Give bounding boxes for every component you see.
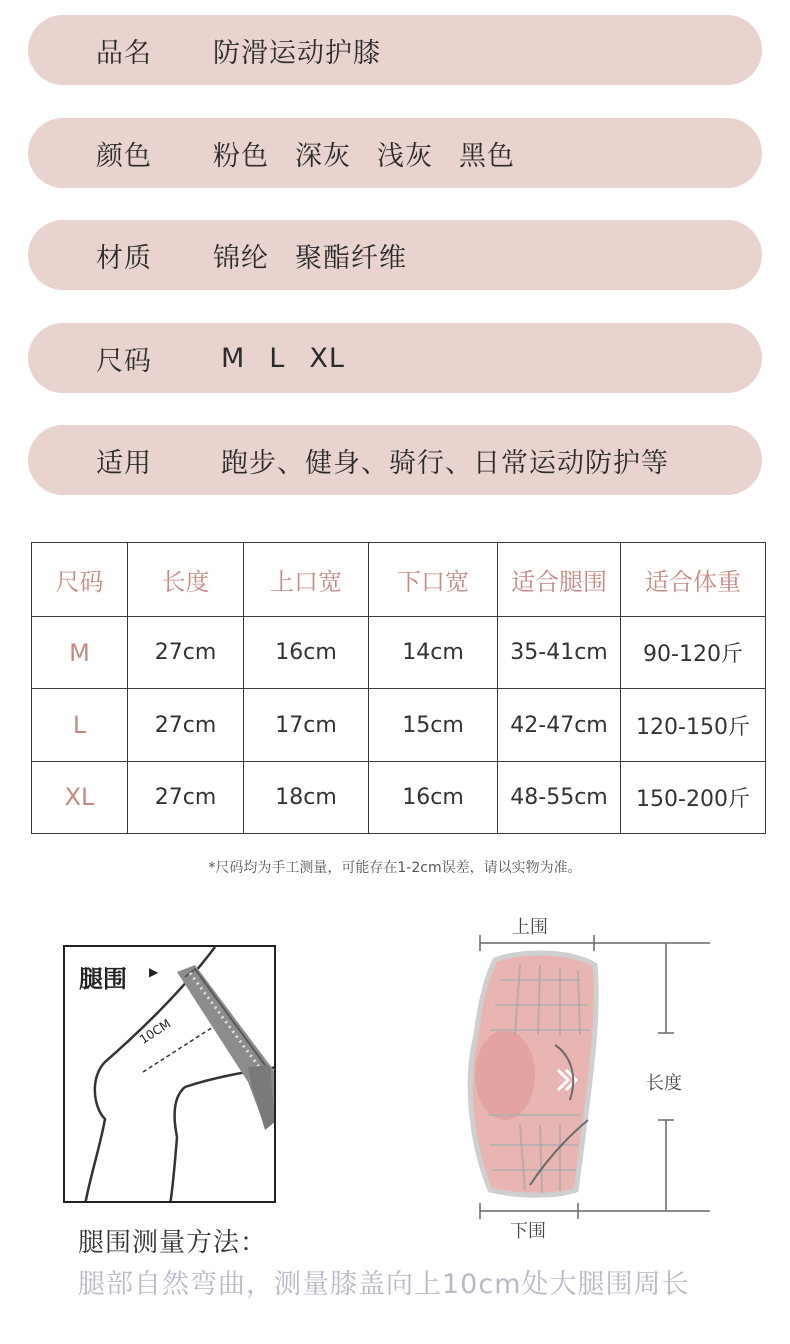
spec-value-item: 锦纶 (213, 242, 269, 274)
spec-value-item: L (269, 342, 286, 374)
method-description: 腿部自然弯曲，测量膝盖向上10cm处大腿围周长 (78, 1269, 690, 1300)
table-cell: 42-47cm (498, 689, 621, 761)
table-header: 长度 (128, 543, 244, 617)
spec-label: 材质 (96, 242, 152, 274)
spec-value (221, 343, 371, 374)
spec-value-item: M (221, 342, 246, 374)
table-header: 下口宽 (369, 543, 498, 617)
table-cell: 16cm (369, 761, 498, 833)
spec-value-item: 黑色 (459, 140, 515, 172)
spec-value (221, 441, 669, 480)
knee-dimension-diagram (460, 905, 730, 1242)
leg-measure-label: 10CM (137, 1016, 174, 1047)
dim-length-label: 长度 (646, 1073, 682, 1094)
table-cell: 90-120斤 (621, 617, 766, 689)
spec-row-material (28, 220, 762, 290)
spec-value (213, 236, 433, 275)
spec-label: 适用 (96, 447, 152, 479)
table-cell: 150-200斤 (621, 761, 766, 833)
spec-value-item: 聚酯纤维 (295, 242, 407, 274)
table-header: 适合腿围 (498, 543, 621, 617)
table-cell: 35-41cm (498, 617, 621, 689)
knee-sleeve-drawing (460, 905, 730, 1235)
table-cell: 17cm (244, 689, 369, 761)
measurement-note: *尺码均为手工测量，可能存在1-2cm误差，请以实物为准。 (208, 860, 582, 876)
table-cell: 14cm (369, 617, 498, 689)
table-cell-size: L (32, 689, 128, 761)
spec-label: 尺码 (96, 345, 152, 377)
spec-row-usage (28, 425, 762, 495)
table-row (32, 617, 766, 689)
table-row (32, 761, 766, 833)
spec-value-item: 粉色 (213, 140, 269, 172)
table-header: 尺码 (32, 543, 128, 617)
method-title: 腿围测量方法： (78, 1228, 268, 1258)
size-table (31, 542, 766, 834)
table-cell: 27cm (128, 689, 244, 761)
table-cell: 18cm (244, 761, 369, 833)
leg-illustration (63, 945, 276, 1203)
table-cell: 27cm (128, 617, 244, 689)
table-cell: 120-150斤 (621, 689, 766, 761)
table-header: 适合体重 (621, 543, 766, 617)
spec-value (213, 31, 407, 70)
table-cell: 16cm (244, 617, 369, 689)
table-header: 上口宽 (244, 543, 369, 617)
spec-value-item: 跑步、健身、骑行、日常运动防护等 (221, 447, 669, 479)
table-cell-size: M (32, 617, 128, 689)
spec-value-item: 防滑运动护膝 (213, 37, 381, 69)
arrow-right-icon: ▶ (149, 965, 159, 979)
spec-row-color (28, 118, 762, 188)
spec-row-name (28, 15, 762, 85)
table-row (32, 689, 766, 761)
table-cell: 15cm (369, 689, 498, 761)
spec-value (213, 134, 541, 173)
spec-value-item: 浅灰 (377, 140, 433, 172)
table-header-row (32, 543, 766, 617)
table-cell-size: XL (32, 761, 128, 833)
table-cell: 48-55cm (498, 761, 621, 833)
leg-label: 腿围 (79, 965, 127, 993)
spec-label: 颜色 (96, 140, 152, 172)
spec-value-item: 深灰 (295, 140, 351, 172)
spec-value-item: XL (309, 342, 345, 374)
dim-bottom-label: 下围 (510, 1221, 546, 1242)
table-cell: 27cm (128, 761, 244, 833)
dim-top-label: 上围 (512, 917, 548, 938)
spec-label: 品名 (96, 37, 152, 69)
spec-row-size (28, 323, 762, 393)
